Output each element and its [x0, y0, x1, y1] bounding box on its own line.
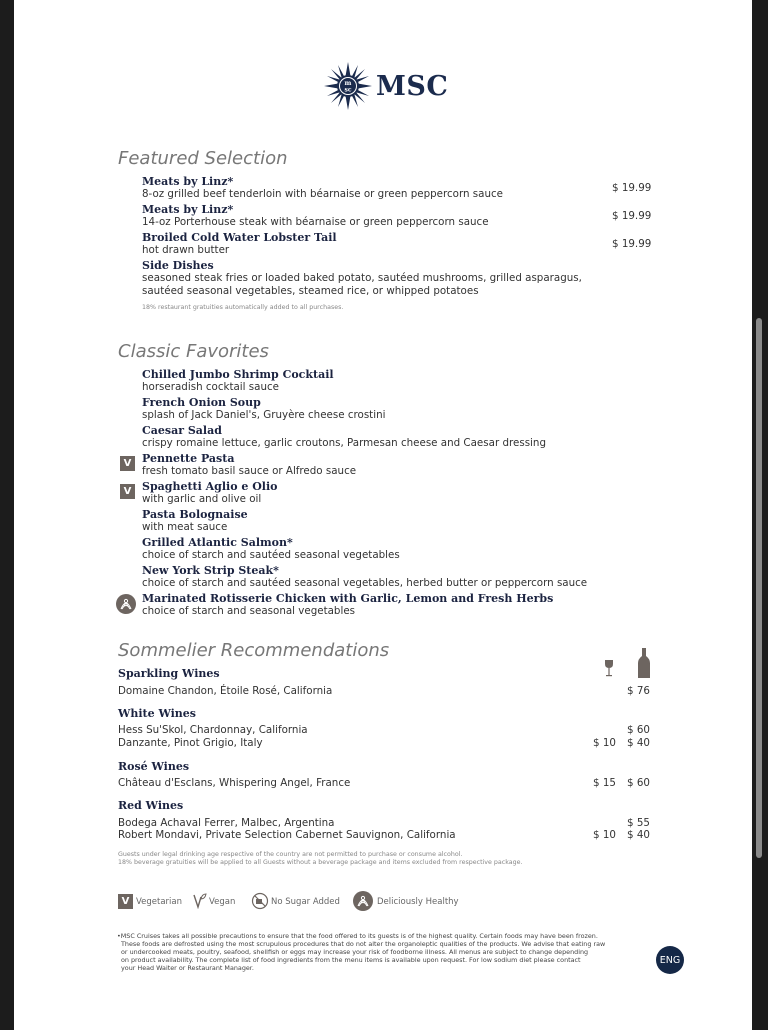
disclaimer-line: your Head Waiter or Restaurant Manager. [121, 964, 254, 972]
disclaimer-line: These foods are defrosted using the most scrupulous procedures that do not alter the organoleptic qualities of the products. We advise that eating raw [121, 940, 606, 948]
dish-name: Pennette Pasta [142, 452, 235, 465]
glass-price: $ 15 [593, 777, 616, 789]
dish-description: choice of starch and seasonal vegetables [142, 605, 356, 617]
dish-name: Spaghetti Aglio e Olio [142, 480, 278, 493]
legend-vegetarian: Vegetarian [136, 897, 183, 907]
dish-name: Meats by Linz* [142, 175, 234, 188]
vegetarian-icon: V [120, 456, 135, 471]
dish-name: Pasta Bolognaise [142, 508, 248, 521]
deliciously-healthy-icon [116, 594, 136, 614]
beverage-gratuity-note: 18% beverage gratuities will be applied to all Guests without a beverage package and items excluded from respective package. [118, 859, 523, 866]
deliciously-healthy-icon [353, 891, 373, 911]
language-button[interactable]: ENG [656, 946, 684, 974]
bottle-price: $ 40 [627, 829, 650, 841]
dish-name: French Onion Soup [142, 396, 261, 409]
msc-logo [324, 62, 448, 110]
section-title-classic: Classic Favorites [118, 341, 269, 362]
vegan-icon [193, 893, 207, 909]
wine-name: Bodega Achaval Ferrer, Malbec, Argentina [118, 817, 335, 829]
dish-name: Caesar Salad [142, 424, 222, 437]
dish-description: crispy romaine lettuce, garlic croutons, Parmesan cheese and Caesar dressing [142, 437, 546, 449]
dish-name: Marinated Rotisserie Chicken with Garlic, Lemon and Fresh Herbs [142, 592, 554, 605]
dish-description: with garlic and olive oil [142, 493, 262, 505]
dish-description: with meat sauce [142, 521, 228, 533]
alcohol-age-note: Guests under legal drinking age respective of the country are not permitted to purchase or consume alcohol. [118, 851, 463, 858]
gratuity-note: 18% restaurant gratuities automatically added to all purchases. [142, 304, 344, 311]
bottle-price: $ 55 [627, 817, 650, 829]
no-sugar-added-icon [251, 892, 269, 910]
dish-price: $ 19.99 [612, 238, 652, 250]
wine-name: Danzante, Pinot Grigio, Italy [118, 737, 263, 749]
dish-name: Side Dishes [142, 259, 214, 272]
scrollbar-thumb[interactable] [756, 318, 762, 858]
wine-group-title: Sparkling Wines [118, 667, 220, 680]
dish-description: choice of starch and sautéed seasonal vegetables, herbed butter or peppercorn sauce [142, 577, 588, 589]
section-title-featured: Featured Selection [118, 148, 288, 169]
dish-price: $ 19.99 [612, 210, 652, 222]
wine-group-title: White Wines [118, 707, 196, 720]
dish-name: Broiled Cold Water Lobster Tail [142, 231, 337, 244]
legend-deliciously-healthy: Deliciously Healthy [377, 897, 459, 907]
dish-name: New York Strip Steak* [142, 564, 279, 577]
svg-text:sc: sc [344, 86, 352, 94]
wine-name: Château d'Esclans, Whispering Angel, France [118, 777, 351, 789]
disclaimer-line: or undercooked meats, poultry, seafood, shellfish or eggs may increase your risk of foodborne illness. All menus are subject to change depending [121, 948, 589, 956]
wine-name: Robert Mondavi, Private Selection Cabernet Sauvignon, California [118, 829, 456, 841]
wine-group-title: Rosé Wines [118, 760, 190, 773]
wine-glass-icon [604, 659, 614, 677]
dish-description: splash of Jack Daniel's, Gruyère cheese crostini [142, 409, 386, 421]
brand-name: MSC [376, 70, 449, 102]
dish-name: Chilled Jumbo Shrimp Cocktail [142, 368, 334, 381]
bottle-price: $ 60 [627, 724, 650, 736]
legend-no-sugar-added: No Sugar Added [271, 897, 340, 907]
dish-description: choice of starch and sautéed seasonal vegetables [142, 549, 400, 561]
glass-price: $ 10 [593, 829, 616, 841]
glass-price: $ 10 [593, 737, 616, 749]
wine-bottle-icon [638, 648, 650, 678]
legend-vegan: Vegan [209, 897, 236, 907]
dish-description: fresh tomato basil sauce or Alfredo sauce [142, 465, 357, 477]
wine-name: Domaine Chandon, Étoile Rosé, California [118, 685, 333, 697]
dish-description: 14-oz Porterhouse steak with béarnaise or green peppercorn sauce [142, 216, 489, 228]
disclaimer-line: on product availability. The complete list of food ingredients from the menu items is available upon request. For low sodium diet please contact [121, 956, 581, 964]
bottle-price: $ 76 [627, 685, 650, 697]
dish-description: 8-oz grilled beef tenderloin with béarnaise or green peppercorn sauce [142, 188, 503, 200]
dish-name: Grilled Atlantic Salmon* [142, 536, 293, 549]
dish-description: seasoned steak fries or loaded baked potato, sautéed mushrooms, grilled asparagus, [142, 272, 582, 284]
vegetarian-icon: V [120, 484, 135, 499]
wine-name: Hess Su'Skol, Chardonnay, California [118, 724, 308, 736]
section-title-sommelier: Sommelier Recommendations [118, 640, 390, 661]
bottle-price: $ 40 [627, 737, 650, 749]
vegetarian-icon: V [118, 894, 133, 909]
svg-text:m: m [344, 79, 352, 87]
dish-price: $ 19.99 [612, 182, 652, 194]
dish-description: hot drawn butter [142, 244, 230, 256]
dish-name: Meats by Linz* [142, 203, 234, 216]
wine-group-title: Red Wines [118, 799, 184, 812]
disclaimer-line: •MSC Cruises takes all possible precautions to ensure that the food offered to its guests is of the highest quality. Certain foods may have been frozen. [117, 932, 598, 940]
compass-rose-icon [324, 62, 372, 110]
dish-description: sautéed seasonal vegetables, steamed rice, or whipped potatoes [142, 285, 479, 297]
bottle-price: $ 60 [627, 777, 650, 789]
dish-description: horseradish cocktail sauce [142, 381, 279, 393]
